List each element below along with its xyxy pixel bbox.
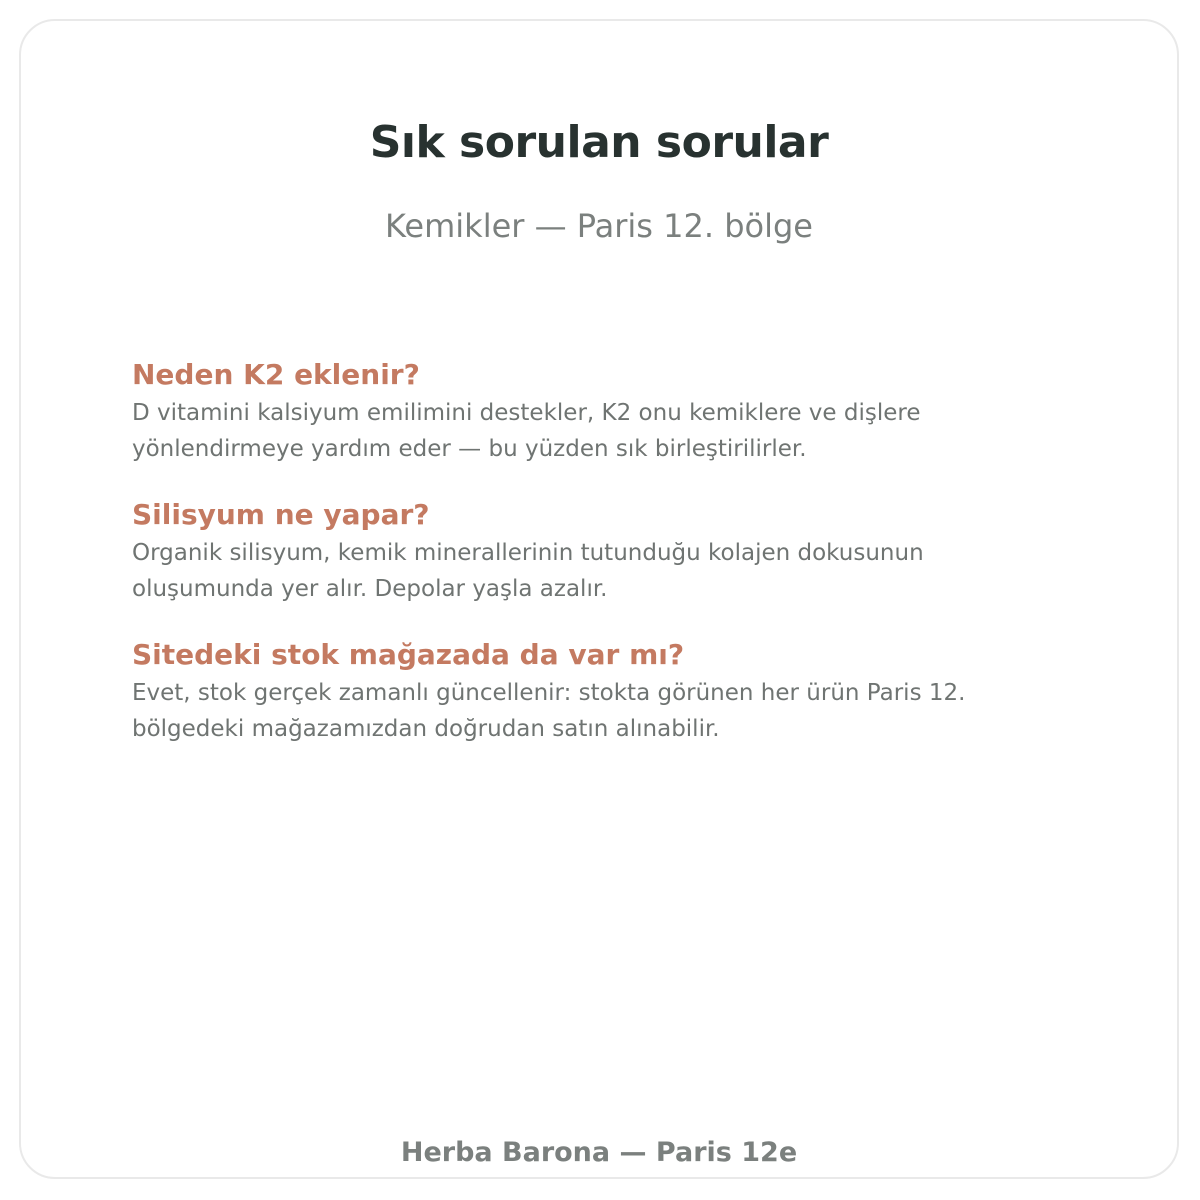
faq-question: Neden K2 eklenir? <box>132 358 420 391</box>
page-title: Sık sorulan sorular <box>369 117 829 168</box>
faq-card <box>19 19 1179 1179</box>
faq-answer: Organik silisyum, kemik minerallerinin tutunduğu kolajen dokusunun oluşumunda yer alır. Depolar yaşla azalır. <box>132 540 924 602</box>
faq-question: Sitedeki stok mağazada da var mı? <box>132 638 685 671</box>
faq-question: Silisyum ne yapar? <box>132 498 430 531</box>
faq-list <box>132 355 1052 775</box>
footer-brand: Herba Barona — Paris 12e <box>400 1137 798 1168</box>
page-subtitle: Kemikler — Paris 12. bölge <box>385 207 813 245</box>
faq-item <box>132 355 1052 467</box>
faq-item <box>132 495 1052 607</box>
faq-item <box>132 635 1052 747</box>
faq-answer: D vitamini kalsiyum emilimini destekler, K2 onu kemiklere ve dişlere yönlendirmeye yardım eder — bu yüzden sık birleştirilirler. <box>132 400 921 462</box>
faq-answer: Evet, stok gerçek zamanlı güncellenir: stokta görünen her ürün Paris 12. bölgedeki mağazamızdan doğrudan satın alınabilir. <box>132 680 966 742</box>
